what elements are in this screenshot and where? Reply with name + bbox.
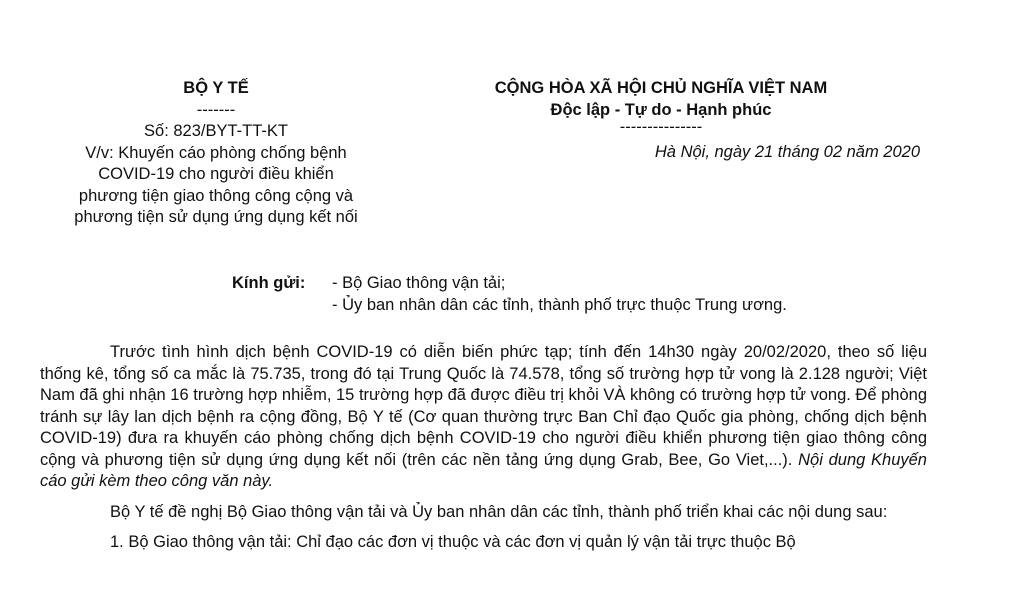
paragraph-1-text: Trước tình hình dịch bệnh COVID-19 có diễn biến phức tạp; tính đến 14h30 ngày 20/02/2020, theo số liệu thống kê, tổng số ca mắc là 75.735, trong đó tại Trung Quốc là 74.578, tổng số trường hợp tử vong là 2.128 người; Việt Nam đã ghi nhận 16 trường hợp nhiễm, 15 trường hợp đã được điều trị khỏi VÀ không có trường hợp tử vong. Để phòng tránh sự lây lan dịch bệnh ra cộng đồng, Bộ Y tế (Cơ quan thường trực Ban Chỉ đạo Quốc gia phòng, chống dịch bệnh COVID-19) đưa ra khuyến cáo phòng chống dịch bệnh COVID-19 cho người điều khiển phương tiện giao thông công cộng và phương tiện sử dụng ứng dụng kết nối (trên các nền tảng ứng dụng Grab, Bee, Go Viet,...).	[40, 343, 927, 469]
recipients-block	[232, 273, 787, 316]
ministry-name: BỘ Y TẾ	[183, 79, 249, 97]
header-right	[432, 78, 920, 163]
recipients-label: Kính gửi:	[232, 274, 306, 292]
subject-line: COVID-19 cho người điều khiển	[98, 165, 334, 183]
recipient-item: - Ủy ban nhân dân các tỉnh, thành phố trực thuộc Trung ương.	[332, 295, 787, 314]
header-right-separator: ---------------	[619, 118, 703, 136]
subject-line: V/v: Khuyến cáo phòng chống bệnh	[85, 143, 347, 162]
body-paragraph-1	[40, 342, 927, 493]
document-body	[40, 342, 927, 563]
document-number: Số: 823/BYT-TT-KT	[144, 122, 288, 140]
paragraph-1-italic-note: Nội dung Khuyến cáo gửi kèm theo công văn này.	[40, 450, 927, 490]
body-paragraph-2: Bộ Y tế đề nghị Bộ Giao thông vận tải và Ủy ban nhân dân các tỉnh, thành phố triển khai các nội dung sau:	[110, 502, 888, 521]
subject-line: phương tiện sử dụng ứng dụng kết nối	[74, 208, 358, 226]
subject-line: phương tiện giao thông công cộng và	[78, 186, 354, 205]
country-name: CỘNG HÒA XÃ HỘI CHỦ NGHĨA VIỆT NAM	[494, 79, 828, 97]
body-paragraph-3: 1. Bộ Giao thông vận tải: Chỉ đạo các đơn vị thuộc và các đơn vị quản lý vận tải trực thuộc Bộ	[110, 533, 796, 551]
national-motto: Độc lập - Tự do - Hạnh phúc	[550, 100, 772, 119]
place-and-date: Hà Nội, ngày 21 tháng 02 năm 2020	[654, 142, 920, 161]
recipient-item: - Bộ Giao thông vận tải;	[332, 274, 506, 292]
header-left-separator: -------	[196, 100, 236, 119]
header-left	[40, 78, 392, 229]
